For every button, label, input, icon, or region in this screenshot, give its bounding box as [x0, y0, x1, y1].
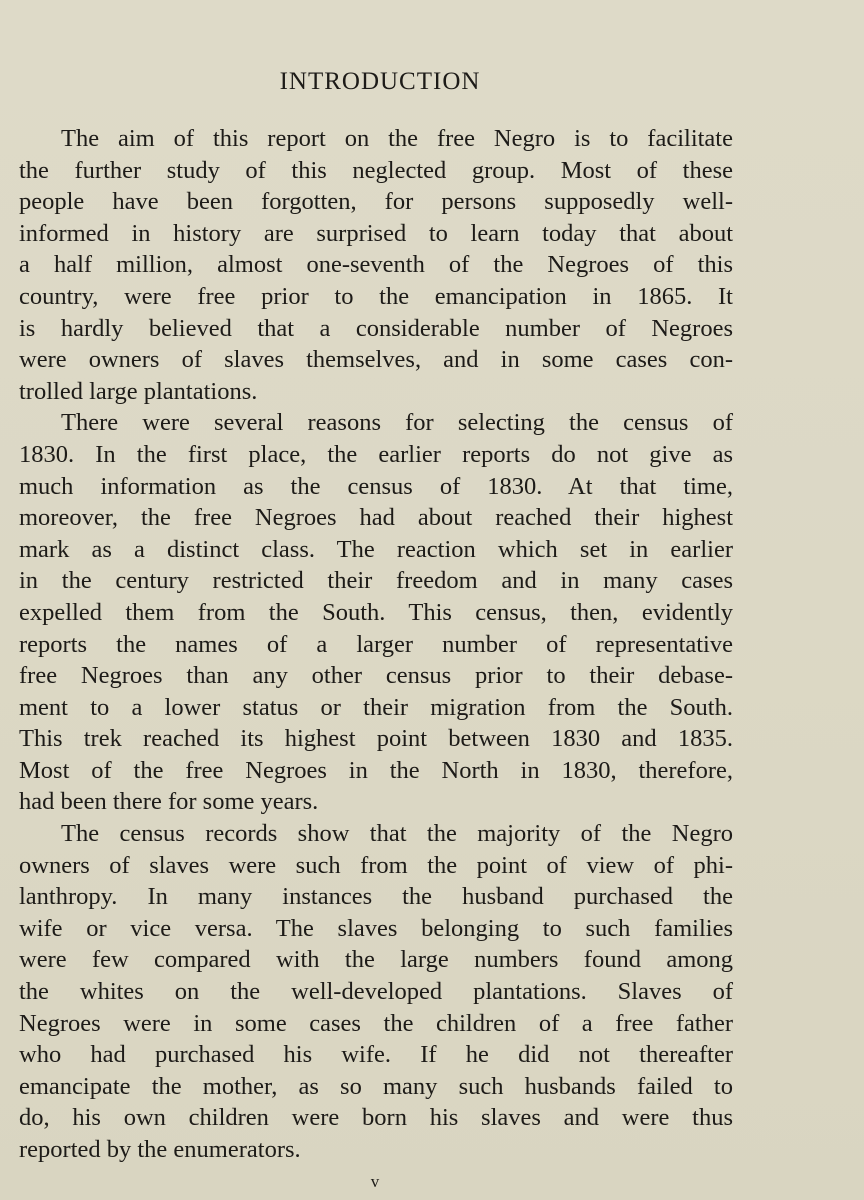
text-line: much information as the census of 1830. At that time,: [19, 472, 733, 500]
text-line: country, were free prior to the emancipation in 1865. It: [19, 282, 733, 310]
text-line: There were several reasons for selecting the census of: [61, 409, 733, 437]
text-line: had been there for some years.: [19, 788, 319, 816]
text-line: owners of slaves were such from the point of view of phi-: [19, 851, 733, 879]
paragraph-1: [19, 123, 733, 407]
text-line: moreover, the free Negroes had about reached their highest: [19, 504, 733, 532]
text-line: the further study of this neglected group. Most of these: [19, 156, 733, 184]
text-line: wife or vice versa. The slaves belonging to such families: [19, 914, 733, 942]
text-line: The census records show that the majority of the Negro: [61, 820, 733, 848]
text-line: mark as a distinct class. The reaction which set in earlier: [19, 535, 733, 563]
text-line: expelled them from the South. This census, then, evidently: [19, 598, 733, 626]
text-line: Negroes were in some cases the children of a free father: [19, 1009, 733, 1037]
text-line: reported by the enumerators.: [19, 1136, 301, 1163]
text-line: were few compared with the large numbers found among: [19, 946, 733, 974]
text-line: the whites on the well-developed plantations. Slaves of: [19, 978, 733, 1006]
text-line: Most of the free Negroes in the North in 1830, therefore,: [19, 756, 733, 784]
text-line: trolled large plantations.: [19, 377, 258, 405]
text-line: were owners of slaves themselves, and in some cases con-: [19, 346, 733, 374]
text-line: 1830. In the first place, the earlier reports do not give as: [19, 440, 733, 468]
paragraph-3: [19, 818, 733, 1166]
text-line: ment to a lower status or their migration from the South.: [19, 693, 733, 721]
text-line: a half million, almost one-seventh of the Negroes of this: [19, 251, 733, 279]
text-line: do, his own children were born his slaves and were thus: [19, 1104, 733, 1132]
page-number: v: [370, 1172, 380, 1191]
text-line: is hardly believed that a considerable number of Negroes: [19, 314, 733, 342]
text-line: This trek reached its highest point between 1830 and 1835.: [19, 725, 733, 753]
text-line: people have been forgotten, for persons supposedly well-: [19, 188, 733, 216]
paragraph-2: [19, 407, 733, 818]
text-line: informed in history are surprised to learn today that about: [19, 219, 733, 247]
text-line: lanthropy. In many instances the husband purchased the: [19, 883, 733, 911]
text-line: free Negroes than any other census prior to their debase-: [19, 662, 733, 690]
text-line: The aim of this report on the free Negro is to facilitate: [61, 125, 733, 152]
body-text: [19, 123, 733, 1166]
text-line: who had purchased his wife. If he did not thereafter: [19, 1041, 733, 1069]
chapter-heading: INTRODUCTION: [279, 68, 481, 95]
text-line: reports the names of a larger number of representative: [19, 630, 733, 658]
text-line: emancipate the mother, as so many such husbands failed to: [19, 1072, 733, 1100]
text-line: in the century restricted their freedom and in many cases: [19, 567, 733, 595]
